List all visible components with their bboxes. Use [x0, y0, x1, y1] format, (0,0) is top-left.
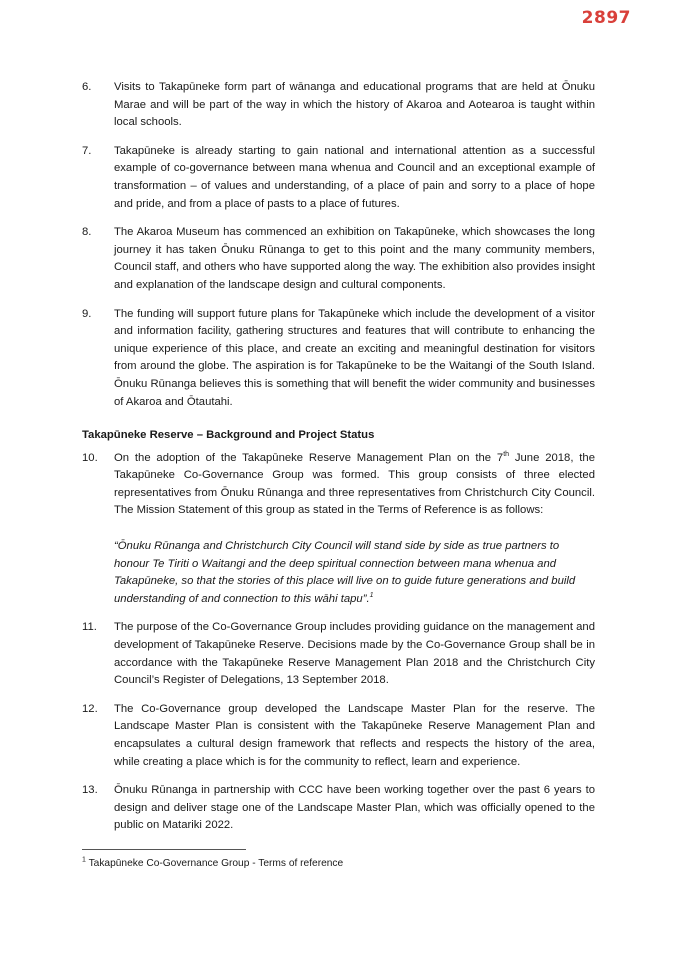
section-heading: Takapūneke Reserve – Background and Project Status: [82, 429, 375, 442]
paragraph-number: 12.: [82, 702, 98, 715]
paragraph-text: Ōnuku Rūnanga in partnership with CCC have been working together over the past 6 years to design and deliver stage one of the Landscape Master Plan, which was officially opened to the public on Matariki 2022.: [114, 784, 595, 832]
paragraph-text: Visits to Takapūneke form part of wānanga and educational programs that are held at Ōnuku Marae and will be part of the way in which the history of Akaroa and Aotearoa is taught within local schools.: [114, 81, 595, 129]
footnote-reference: 1: [369, 592, 374, 600]
paragraph-number: 8.: [82, 226, 92, 239]
paragraph-6: [82, 79, 595, 132]
paragraph-number: 10.: [82, 451, 98, 464]
footnote-text: Takapūneke Co-Governance Group - Terms of reference: [88, 858, 344, 869]
paragraph-12: [82, 701, 595, 771]
footnote: [82, 857, 343, 871]
paragraph-text: The Akaroa Museum has commenced an exhibition on Takapūneke, which showcases the long journey it has taken Ōnuku Rūnanga to get to this point and the many community members, Council staff, and others who have supported along the way. The exhibition also provides insight and explanation of the landscape design and cultural components.: [114, 226, 595, 291]
paragraph-number: 9.: [82, 307, 92, 320]
paragraph-number: 6.: [82, 81, 92, 93]
paragraph-7: [82, 143, 595, 213]
document-body: [82, 79, 595, 846]
paragraph-text-part2: June 2018, the Takapūneke Co-Governance Group was formed. This group consists of three elected representatives from Ōnuku Rūnanga and three representatives from Christchurch City Council. The Mission Statement of this group as stated in the Terms of Reference is as follows:: [114, 451, 595, 517]
footnote-marker: 1: [82, 856, 86, 864]
paragraph-11: [82, 619, 595, 689]
paragraph-number: 11.: [82, 621, 97, 634]
paragraph-text-part1: On the adoption of the Takapūneke Reserve Management Plan on the 7: [114, 451, 504, 464]
quote-text: “Ōnuku Rūnanga and Christchurch City Council will stand side by side as true partners to honour Te Tiriti o Waitangi and the deep spiritual connection between mana whenua and Takapūneke, so that the stories of this place will live on to guide future generations and build understanding of and connection to this wāhi tapu”.: [114, 540, 576, 605]
paragraph-13: [82, 782, 595, 835]
paragraph-number: 7.: [82, 144, 92, 157]
ordinal-superscript: th: [503, 450, 510, 458]
footnote-divider: [82, 849, 246, 850]
paragraph-number: 13.: [82, 784, 98, 797]
paragraph-text: The funding will support future plans for Takapūneke which include the development of a visitor and information facility, gathering structures and features that will contribute to enhancing the unique experience of this place, and create an exciting and meaningful destination for visitors from around the globe. The aspiration is for Takapūneke to be the Waitangi of the South Island. Ōnuku Rūnanga believes this is something that will benefit the wider community and businesses of Akaroa and Ōtautahi.: [114, 307, 595, 408]
paragraph-10: [82, 450, 595, 609]
paragraph-9: [82, 306, 595, 412]
mission-statement-quote: [114, 538, 595, 608]
paragraph-text: The purpose of the Co-Governance Group includes providing guidance on the management and development of Takapūneke Reserve. Decisions made by the Co-Governance Group shall be in accordance with the Takapūneke Reserve Management Plan 2018 and the Christchurch City Council’s Register of Delegations, 13 September 2018.: [114, 621, 595, 687]
paragraph-text: Takapūneke is already starting to gain national and international attention as a successful example of co-governance between mana whenua and Council and an exceptional example of transformation – of values and understanding, of a place of pain and sorry to a place of hope and pride, and from a place of pasts to a place of futures.: [114, 144, 595, 210]
paragraph-8: [82, 224, 595, 294]
paragraph-text: The Co-Governance group developed the Landscape Master Plan for the reserve. The Landscape Master Plan is consistent with the Takapūneke Reserve Management Plan and encapsulates a cultural design framework that reflects and respects the history of the area, while creating a place which is for the community to reflect, learn and experience.: [114, 702, 595, 768]
page-number: 2897: [581, 8, 631, 28]
